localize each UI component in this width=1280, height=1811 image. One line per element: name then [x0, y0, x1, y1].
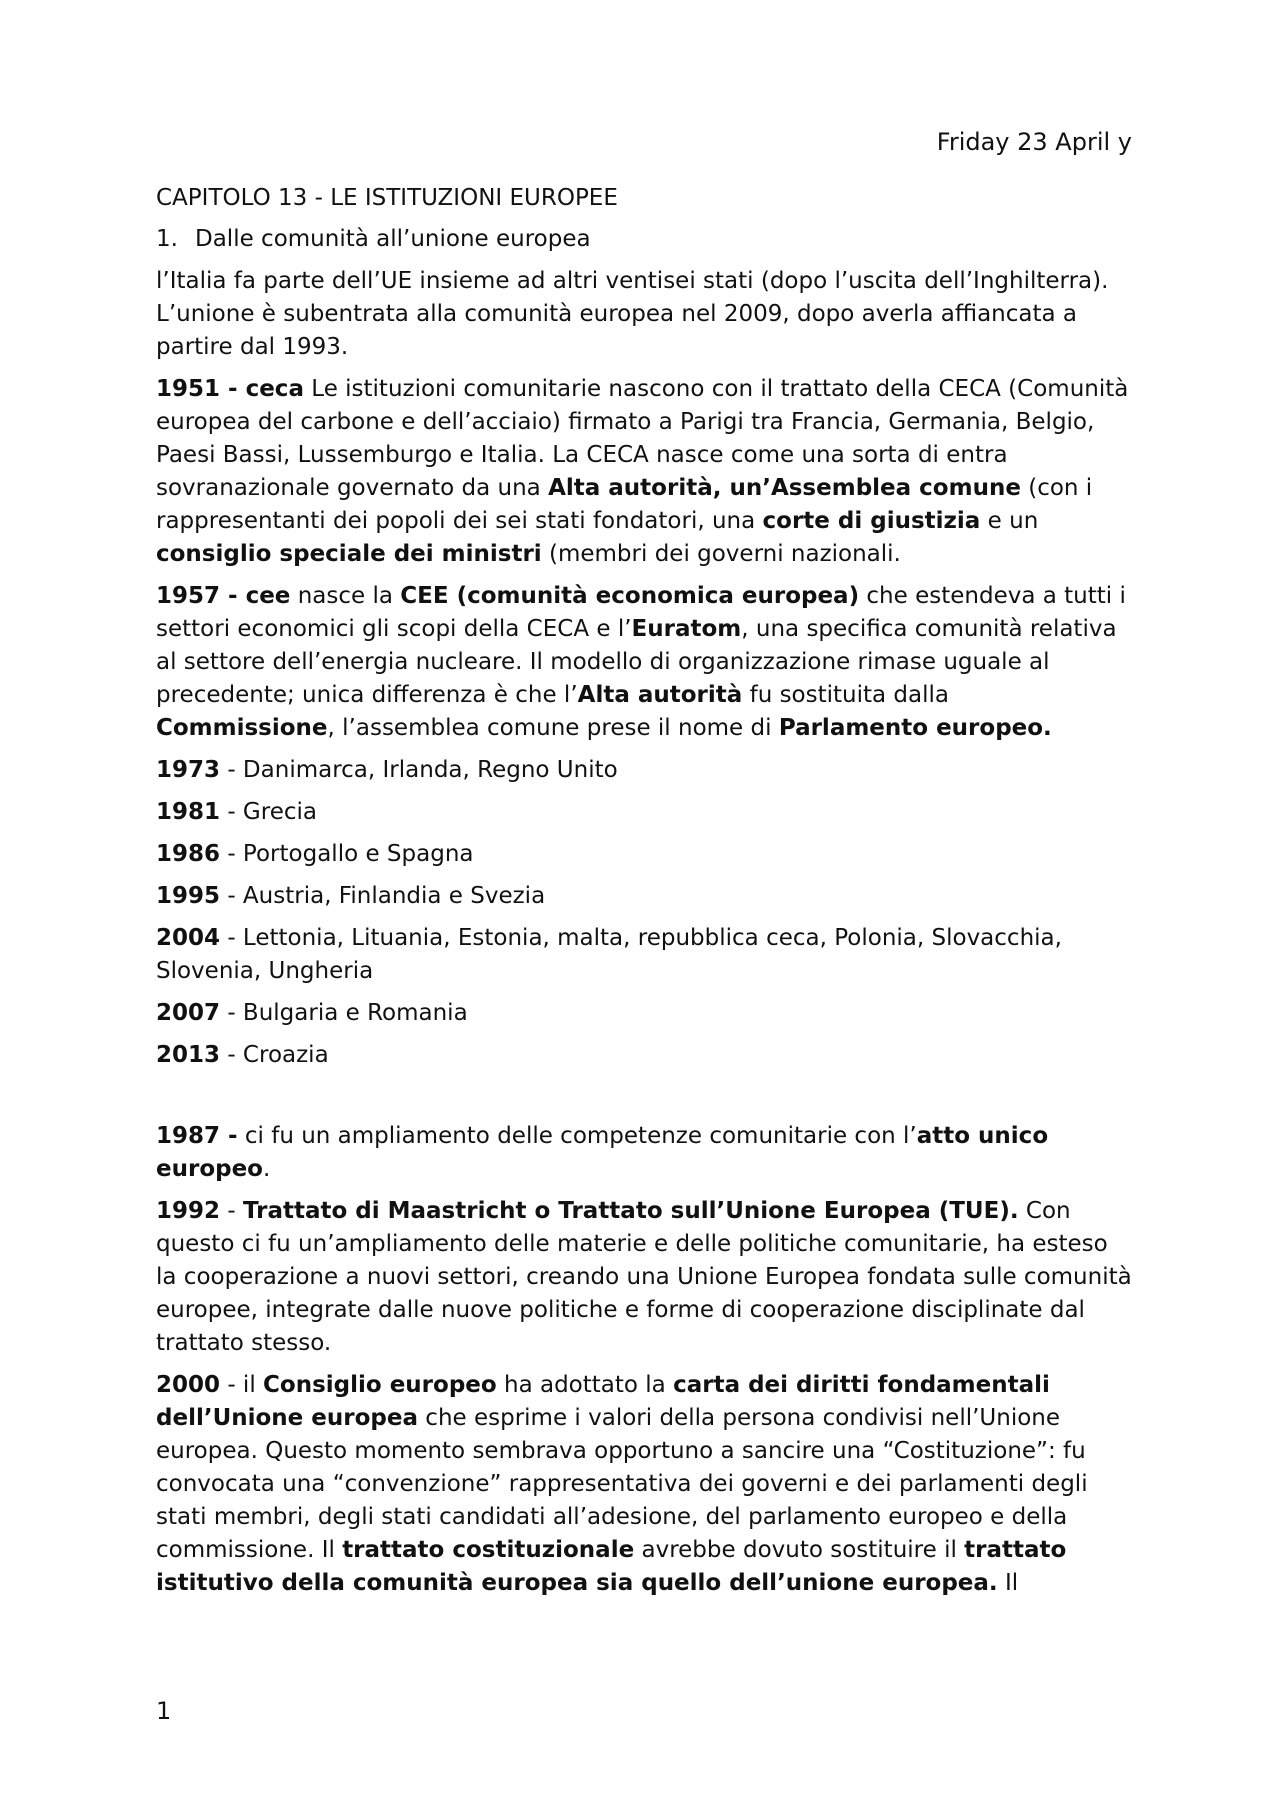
bold-text: Consiglio europeo: [263, 1372, 497, 1398]
document-body: [156, 182, 1132, 1609]
text-run: l’Italia fa parte dell’UE insieme ad altri ventisei stati (dopo l’uscita dell’Inghilterra). L’unione è subentrata alla comunità europea nel 2009, dopo averla affiancata a partire dal 1993.: [156, 268, 1109, 360]
text-run: Con questo ci fu un’ampliamento delle materie e delle politiche comunitarie, ha esteso la cooperazione a nuovi settori, creando una Unione Europea fondata sulle comunità europee, integrate dalle nuove politiche e forme di cooperazione disciplinate dal trattato stesso.: [156, 1198, 1132, 1356]
text-run: (con i rappresentanti dei popoli dei sei stati fondatori, una: [156, 475, 1093, 534]
paragraph-1951: [156, 373, 1132, 571]
text-run: - Portogallo e Spagna: [220, 841, 474, 867]
text-run: .: [262, 1156, 271, 1182]
text-run: nasce la: [290, 583, 401, 609]
text-run: - Austria, Finlandia e Svezia: [220, 883, 546, 909]
bold-text: 1995: [156, 883, 221, 909]
bold-text: Alta autorità: [577, 682, 743, 708]
bold-text: 1992: [156, 1198, 221, 1224]
bold-text: atto unico europeo: [156, 1123, 1049, 1182]
entry-1995: [156, 880, 1132, 913]
text-run: - Bulgaria e Romania: [220, 1000, 468, 1026]
bold-text: 1981: [156, 799, 221, 825]
text-run: fu sostituita dalla: [742, 682, 950, 708]
bold-text: 1987 -: [156, 1123, 238, 1149]
text-run: (membri dei governi nazionali.: [541, 541, 901, 567]
bold-text: consiglio speciale dei ministri: [156, 541, 542, 567]
bold-text: 1957 - cee: [156, 583, 291, 609]
text-run: - Croazia: [220, 1042, 329, 1068]
bold-text: 2013: [156, 1042, 221, 1068]
chapter-title: CAPITOLO 13 - LE ISTITUZIONI EUROPEE: [156, 185, 618, 211]
bold-text: Trattato di Maastricht o Trattato sull’Unione Europea (TUE).: [242, 1198, 1019, 1224]
entry-1986: [156, 838, 1132, 871]
bold-text: 2000: [156, 1372, 221, 1398]
bold-text: 2004: [156, 925, 221, 951]
text-run: - il: [220, 1372, 264, 1398]
text-run: avrebbe dovuto sostituire il: [634, 1537, 965, 1563]
bold-text: corte di giustizia: [762, 508, 981, 534]
text-run: ci fu un ampliamento delle competenze comunitarie con l’: [237, 1123, 917, 1149]
text-run: che esprime i valori della persona condivisi nell’Unione europea. Questo momento sembrava opportuno a sancire una “Costituzione”: fu convocata una “convenzione” rappresentativa dei governi e dei parlamenti degli stati membri, degli stati candidati all’adesione, del parlamento europeo e della commissione. Il: [156, 1405, 1088, 1563]
text-run: -: [220, 1198, 243, 1224]
paragraph-1987: [156, 1120, 1132, 1186]
entry-2004: [156, 922, 1132, 988]
bold-text: trattato istitutivo della comunità europea sia quello dell’unione europea.: [156, 1537, 1067, 1596]
entry-2007: [156, 997, 1132, 1030]
bold-text: Parlamento europeo.: [778, 715, 1052, 741]
section-number: 1.: [156, 226, 178, 252]
bold-text: 1951 - ceca: [156, 376, 304, 402]
bold-text: Euratom: [631, 616, 742, 642]
section-title: Dalle comunità all’unione europea: [195, 226, 591, 252]
text-run: , una specifica comunità relativa al settore dell’energia nucleare. Il modello di organizzazione rimase uguale al precedente; unica differenza è che l’: [156, 616, 1117, 708]
text-run: che estendeva a tutti i settori economici gli scopi della CECA e l’: [156, 583, 1126, 642]
paragraph-2000: [156, 1369, 1132, 1600]
bold-text: Commissione: [156, 715, 328, 741]
text-run: - Lettonia, Lituania, Estonia, malta, repubblica ceca, Polonia, Slovacchia, Slovenia, Ungheria: [156, 925, 1062, 984]
bold-text: CEE (comunità economica europea): [400, 583, 860, 609]
paragraph-1992: [156, 1195, 1132, 1360]
entry-1973: [156, 754, 1132, 787]
bold-text: 1973: [156, 757, 221, 783]
bold-text: 1986: [156, 841, 221, 867]
bold-text: 2007: [156, 1000, 221, 1026]
paragraph-1957: [156, 580, 1132, 745]
text-run: ha adottato la: [496, 1372, 674, 1398]
text-run: , l’assemblea comune prese il nome di: [327, 715, 779, 741]
header-date: Friday 23 April y: [936, 128, 1132, 156]
text-run: Il: [997, 1570, 1019, 1596]
section-heading: [156, 223, 1132, 256]
text-run: e un: [980, 508, 1039, 534]
entry-2013: [156, 1039, 1132, 1072]
paragraph-intro: [156, 265, 1132, 364]
page-number: 1: [156, 1697, 172, 1725]
bold-text: trattato costituzionale: [342, 1537, 635, 1563]
text-run: Le istituzioni comunitarie nascono con il trattato della CECA (Comunità europea del carbone e dell’acciaio) firmato a Parigi tra Francia, Germania, Belgio, Paesi Bassi, Lussemburgo e Italia. La CECA nasce come una sorta di entra sovranazionale governato da una: [156, 376, 1129, 501]
bold-text: Alta autorità, un’Assemblea comune: [548, 475, 1021, 501]
text-run: - Grecia: [220, 799, 317, 825]
entry-1981: [156, 796, 1132, 829]
text-run: - Danimarca, Irlanda, Regno Unito: [220, 757, 618, 783]
bold-text: carta dei diritti fondamentali dell’Unione europea: [156, 1372, 1050, 1431]
